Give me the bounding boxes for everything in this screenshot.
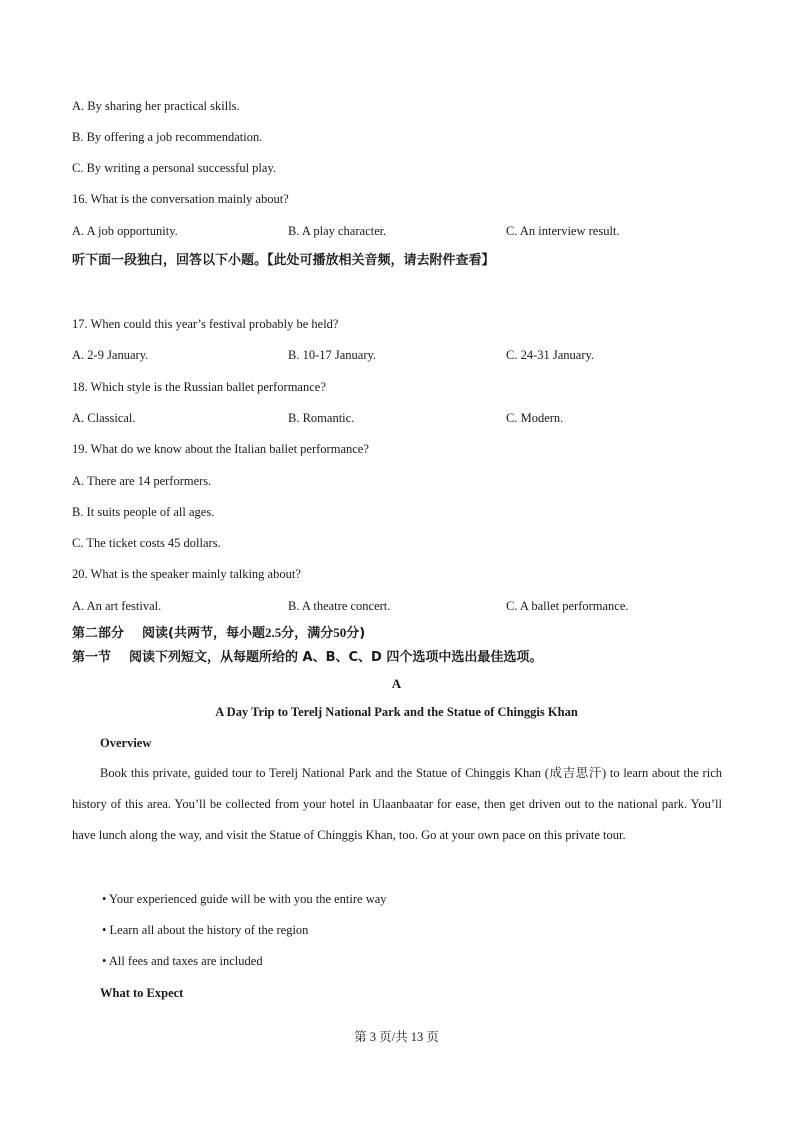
q20-option-b: B. A theatre concert. — [288, 599, 391, 613]
bullet-text: Learn all about the history of the region — [109, 923, 309, 937]
part2-score-each: 2.5 — [264, 625, 282, 640]
bullet-item: • Learn all about the history of the region — [102, 923, 309, 937]
overview-paragraph — [72, 758, 722, 851]
q18-option-a: A. Classical. — [72, 411, 136, 425]
q17-option-b: B. 10-17 January. — [288, 348, 377, 362]
q19-question: 19. What do we know about the Italian ballet performance? — [72, 442, 369, 456]
q19-option-b: B. It suits people of all ages. — [72, 505, 215, 519]
section1-text: 阅读下列短文，从每题所给的 A、B、C、D 四个选项中选出最佳选项。 — [129, 650, 543, 665]
q19-option-c: C. The ticket costs 45 dollars. — [72, 536, 221, 550]
part2-title-mid: 分，满分 — [281, 626, 334, 641]
q17-question: 17. When could this year’s festival probably be held? — [72, 317, 339, 331]
section1-heading — [72, 650, 542, 666]
bullet-text: Your experienced guide will be with you the entire way — [109, 892, 387, 906]
q20-option-a: A. An art festival. — [72, 599, 162, 613]
part2-heading — [72, 625, 365, 642]
q17-option-a: A. 2-9 January. — [72, 348, 149, 362]
q19-option-a: A. There are 14 performers. — [72, 474, 212, 488]
q16-question: 16. What is the conversation mainly about? — [72, 192, 289, 206]
q15-option-a: A. By sharing her practical skills. — [72, 99, 240, 113]
part2-title-pre: 阅读(共两节，每小题 — [142, 626, 265, 641]
bullet-item: • All fees and taxes are included — [102, 954, 263, 968]
q16-option-b: B. A play character. — [288, 224, 387, 238]
q18-option-b: B. Romantic. — [288, 411, 355, 425]
page-footer: 第 3 页/共 13 页 — [354, 1030, 439, 1044]
part2-label: 第二部分 — [72, 626, 125, 641]
expect-heading: What to Expect — [100, 986, 184, 1000]
section1-label: 第一节 — [72, 650, 112, 665]
part2-title-post: 分) — [346, 626, 366, 641]
bullet-item: • Your experienced guide will be with you the entire way — [102, 892, 387, 906]
q16-option-c: C. An interview result. — [506, 224, 620, 238]
q20-option-c: C. A ballet performance. — [506, 599, 629, 613]
q18-option-c: C. Modern. — [506, 411, 564, 425]
q15-option-c: C. By writing a personal successful play. — [72, 161, 277, 175]
passage-title: A Day Trip to Terelj National Park and the Statue of Chinggis Khan — [215, 705, 578, 719]
overview-heading: Overview — [100, 736, 152, 750]
passage-letter: A — [391, 676, 402, 691]
listening-instruction: 听下面一段独白，回答以下小题。【此处可播放相关音频，请去附件查看】 — [72, 253, 495, 268]
q15-option-b: B. By offering a job recommendation. — [72, 130, 263, 144]
bullet-text: All fees and taxes are included — [108, 954, 263, 968]
q17-option-c: C. 24-31 January. — [506, 348, 595, 362]
part2-score-total: 50 — [333, 625, 347, 640]
q20-question: 20. What is the speaker mainly talking about? — [72, 567, 301, 581]
overview-text: Book this private, guided tour to Terelj National Park and the Statue of Chinggis Khan (成吉思汗) to learn about the rich history of this area. You’ll be collected from your hotel in Ulaanbaatar for ease, then get driven out to the national park. You’ll have lunch along the way, and visit the Statue of Chinggis Khan, too. Go at your own pace on this private tour. — [72, 766, 722, 842]
q18-question: 18. Which style is the Russian ballet performance? — [72, 380, 326, 394]
q16-option-a: A. A job opportunity. — [72, 224, 178, 238]
